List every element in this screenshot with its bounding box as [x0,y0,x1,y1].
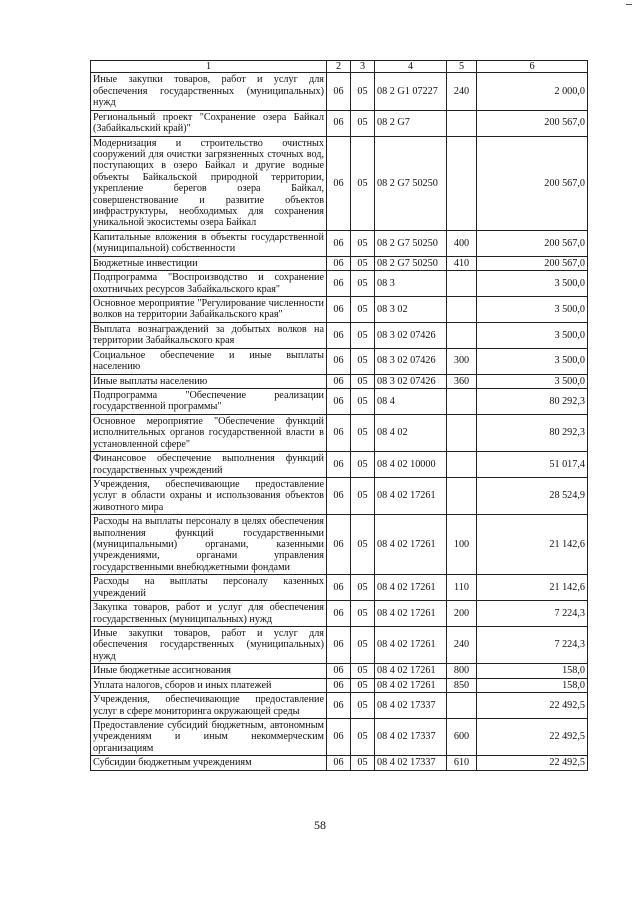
expense-type-cell [447,110,477,136]
expense-type-cell [447,388,477,414]
target-article-cell: 08 3 02 07426 [375,374,447,388]
expense-type-cell: 110 [447,575,477,601]
budget-table [90,60,588,771]
section-code-cell: 06 [327,693,351,719]
table-row [91,477,588,514]
section-code-cell: 06 [327,322,351,348]
section-code-cell: 06 [327,297,351,323]
row-name-cell: Основное мероприятие "Обеспечение функций исполнительных органов государственной власти в установленной сфере" [91,414,327,451]
section-code-cell: 06 [327,515,351,575]
amount-cell: 21 142,6 [477,575,588,601]
subsection-code-cell: 05 [351,477,375,514]
table-body [91,73,588,770]
table-row [91,322,588,348]
row-name-cell: Иные выплаты населению [91,374,327,388]
target-article-cell: 08 4 02 17261 [375,664,447,678]
section-code-cell: 06 [327,452,351,478]
row-name-cell: Уплата налогов, сборов и иных платежей [91,678,327,692]
target-article-cell: 08 3 02 07426 [375,348,447,374]
row-name-cell: Субсидии бюджетным учреждениям [91,756,327,770]
table-row [91,110,588,136]
subsection-code-cell: 05 [351,388,375,414]
section-code-cell: 06 [327,73,351,110]
subsection-code-cell: 05 [351,271,375,297]
section-code-cell: 06 [327,348,351,374]
expense-type-cell: 850 [447,678,477,692]
section-code-cell: 06 [327,256,351,270]
row-name-cell: Иные бюджетные ассигнования [91,664,327,678]
expense-type-cell: 240 [447,73,477,110]
section-code-cell: 06 [327,626,351,663]
table-row [91,575,588,601]
row-name-cell: Капитальные вложения в объекты государственной (муниципальной) собственности [91,230,327,256]
amount-cell: 7 224,3 [477,626,588,663]
subsection-code-cell: 05 [351,601,375,627]
table-row [91,718,588,755]
amount-cell: 80 292,3 [477,414,588,451]
target-article-cell: 08 4 02 17337 [375,693,447,719]
subsection-code-cell: 05 [351,693,375,719]
row-name-cell: Учреждения, обеспечивающие предоставление услуг в сфере мониторинга окружающей среды [91,693,327,719]
table-row [91,230,588,256]
section-code-cell: 06 [327,110,351,136]
subsection-code-cell: 05 [351,297,375,323]
expense-type-cell [447,414,477,451]
table-row [91,374,588,388]
header-cell: 4 [375,61,447,73]
subsection-code-cell: 05 [351,414,375,451]
table-row [91,601,588,627]
table-row [91,348,588,374]
subsection-code-cell: 05 [351,73,375,110]
table-header-row [91,61,588,73]
amount-cell: 200 567,0 [477,256,588,270]
subsection-code-cell: 05 [351,575,375,601]
amount-cell: 7 224,3 [477,601,588,627]
subsection-code-cell: 05 [351,136,375,230]
expense-type-cell: 400 [447,230,477,256]
subsection-code-cell: 05 [351,322,375,348]
target-article-cell: 08 2 G7 50250 [375,136,447,230]
subsection-code-cell: 05 [351,756,375,770]
row-name-cell: Основное мероприятие "Регулирование численности волков на территории Забайкальского края" [91,297,327,323]
subsection-code-cell: 05 [351,348,375,374]
amount-cell: 28 524,9 [477,477,588,514]
subsection-code-cell: 05 [351,256,375,270]
amount-cell: 158,0 [477,678,588,692]
section-code-cell: 06 [327,678,351,692]
table-row [91,256,588,270]
amount-cell: 3 500,0 [477,322,588,348]
table-row [91,297,588,323]
amount-cell: 200 567,0 [477,230,588,256]
row-name-cell: Социальное обеспечение и иные выплаты населению [91,348,327,374]
table-row [91,414,588,451]
expense-type-cell [447,693,477,719]
expense-type-cell: 240 [447,626,477,663]
expense-type-cell [447,322,477,348]
amount-cell: 22 492,5 [477,756,588,770]
amount-cell: 2 000,0 [477,73,588,110]
target-article-cell: 08 4 02 17261 [375,515,447,575]
expense-type-cell: 610 [447,756,477,770]
amount-cell: 158,0 [477,664,588,678]
section-code-cell: 06 [327,718,351,755]
target-article-cell: 08 2 G7 [375,110,447,136]
section-code-cell: 06 [327,477,351,514]
target-article-cell: 08 4 02 17261 [375,575,447,601]
row-name-cell: Подпрограмма "Обеспечение реализации государственной программы" [91,388,327,414]
amount-cell: 51 017,4 [477,452,588,478]
amount-cell: 3 500,0 [477,297,588,323]
target-article-cell: 08 2 G7 50250 [375,256,447,270]
target-article-cell: 08 4 02 17261 [375,601,447,627]
section-code-cell: 06 [327,575,351,601]
header-cell: 5 [447,61,477,73]
expense-type-cell [447,271,477,297]
header-cell: 2 [327,61,351,73]
table-row [91,626,588,663]
expense-type-cell [447,477,477,514]
expense-type-cell [447,297,477,323]
expense-type-cell: 600 [447,718,477,755]
expense-type-cell: 300 [447,348,477,374]
section-code-cell: 06 [327,414,351,451]
table-row [91,136,588,230]
expense-type-cell: 100 [447,515,477,575]
amount-cell: 200 567,0 [477,136,588,230]
subsection-code-cell: 05 [351,718,375,755]
target-article-cell: 08 4 02 17337 [375,756,447,770]
amount-cell: 22 492,5 [477,718,588,755]
row-name-cell: Финансовое обеспечение выполнения функций государственных учреждений [91,452,327,478]
row-name-cell: Иные закупки товаров, работ и услуг для обеспечения государственных (муниципальных) нужд [91,73,327,110]
target-article-cell: 08 4 02 17261 [375,678,447,692]
subsection-code-cell: 05 [351,626,375,663]
section-code-cell: 06 [327,374,351,388]
corner-mark [626,4,632,5]
row-name-cell: Выплата вознаграждений за добытых волков на территории Забайкальского края [91,322,327,348]
expense-type-cell: 360 [447,374,477,388]
target-article-cell: 08 3 02 07426 [375,322,447,348]
amount-cell: 3 500,0 [477,374,588,388]
amount-cell: 3 500,0 [477,271,588,297]
table-row [91,73,588,110]
subsection-code-cell: 05 [351,374,375,388]
header-cell: 3 [351,61,375,73]
target-article-cell: 08 3 [375,271,447,297]
target-article-cell: 08 3 02 [375,297,447,323]
table-row [91,452,588,478]
expense-type-cell: 410 [447,256,477,270]
subsection-code-cell: 05 [351,678,375,692]
section-code-cell: 06 [327,601,351,627]
table-row [91,756,588,770]
row-name-cell: Предоставление субсидий бюджетным, автономным учреждениям и иным некоммерческим организациям [91,718,327,755]
section-code-cell: 06 [327,664,351,678]
expense-type-cell [447,452,477,478]
row-name-cell: Региональный проект "Сохранение озера Байкал (Забайкальский край)" [91,110,327,136]
row-name-cell: Учреждения, обеспечивающие предоставление услуг в области охраны и использования объектов животного мира [91,477,327,514]
subsection-code-cell: 05 [351,452,375,478]
row-name-cell: Иные закупки товаров, работ и услуг для обеспечения государственных (муниципальных) нужд [91,626,327,663]
row-name-cell: Закупка товаров, работ и услуг для обеспечения государственных (муниципальных) нужд [91,601,327,627]
expense-type-cell [447,136,477,230]
target-article-cell: 08 4 02 [375,414,447,451]
section-code-cell: 06 [327,271,351,297]
amount-cell: 22 492,5 [477,693,588,719]
table-row [91,678,588,692]
amount-cell: 80 292,3 [477,388,588,414]
target-article-cell: 08 4 02 17337 [375,718,447,755]
subsection-code-cell: 05 [351,230,375,256]
target-article-cell: 08 4 02 10000 [375,452,447,478]
target-article-cell: 08 4 02 17261 [375,477,447,514]
subsection-code-cell: 05 [351,515,375,575]
row-name-cell: Подпрограмма "Воспроизводство и сохранение охотничьих ресурсов Забайкальского края" [91,271,327,297]
target-article-cell: 08 4 02 17261 [375,626,447,663]
section-code-cell: 06 [327,136,351,230]
row-name-cell: Бюджетные инвестиции [91,256,327,270]
subsection-code-cell: 05 [351,110,375,136]
table-row [91,271,588,297]
amount-cell: 3 500,0 [477,348,588,374]
subsection-code-cell: 05 [351,664,375,678]
row-name-cell: Расходы на выплаты персоналу в целях обеспечения выполнения функций государственными (муниципальными) органами, казенными учреждениями, органами управления государственными внебюджетными фондами [91,515,327,575]
header-cell: 6 [477,61,588,73]
target-article-cell: 08 4 [375,388,447,414]
table-row [91,515,588,575]
section-code-cell: 06 [327,756,351,770]
header-cell: 1 [91,61,327,73]
table-row [91,664,588,678]
target-article-cell: 08 2 G1 07227 [375,73,447,110]
target-article-cell: 08 2 G7 50250 [375,230,447,256]
section-code-cell: 06 [327,388,351,414]
amount-cell: 200 567,0 [477,110,588,136]
table-row [91,693,588,719]
page-number: 58 [314,818,326,832]
row-name-cell: Модернизация и строительство очистных сооружений для очистки загрязненных сточных вод, поступающих в озеро Байкал и другие водные объекты Байкальской природной территории, укрепление берегов озера Байкал, совершенствование и развитие объектов инфраструктуры, необходимых для сохранения уникальной экосистемы озера Байкал [91,136,327,230]
row-name-cell: Расходы на выплаты персоналу казенных учреждений [91,575,327,601]
table-row [91,388,588,414]
section-code-cell: 06 [327,230,351,256]
expense-type-cell: 200 [447,601,477,627]
amount-cell: 21 142,6 [477,515,588,575]
expense-type-cell: 800 [447,664,477,678]
